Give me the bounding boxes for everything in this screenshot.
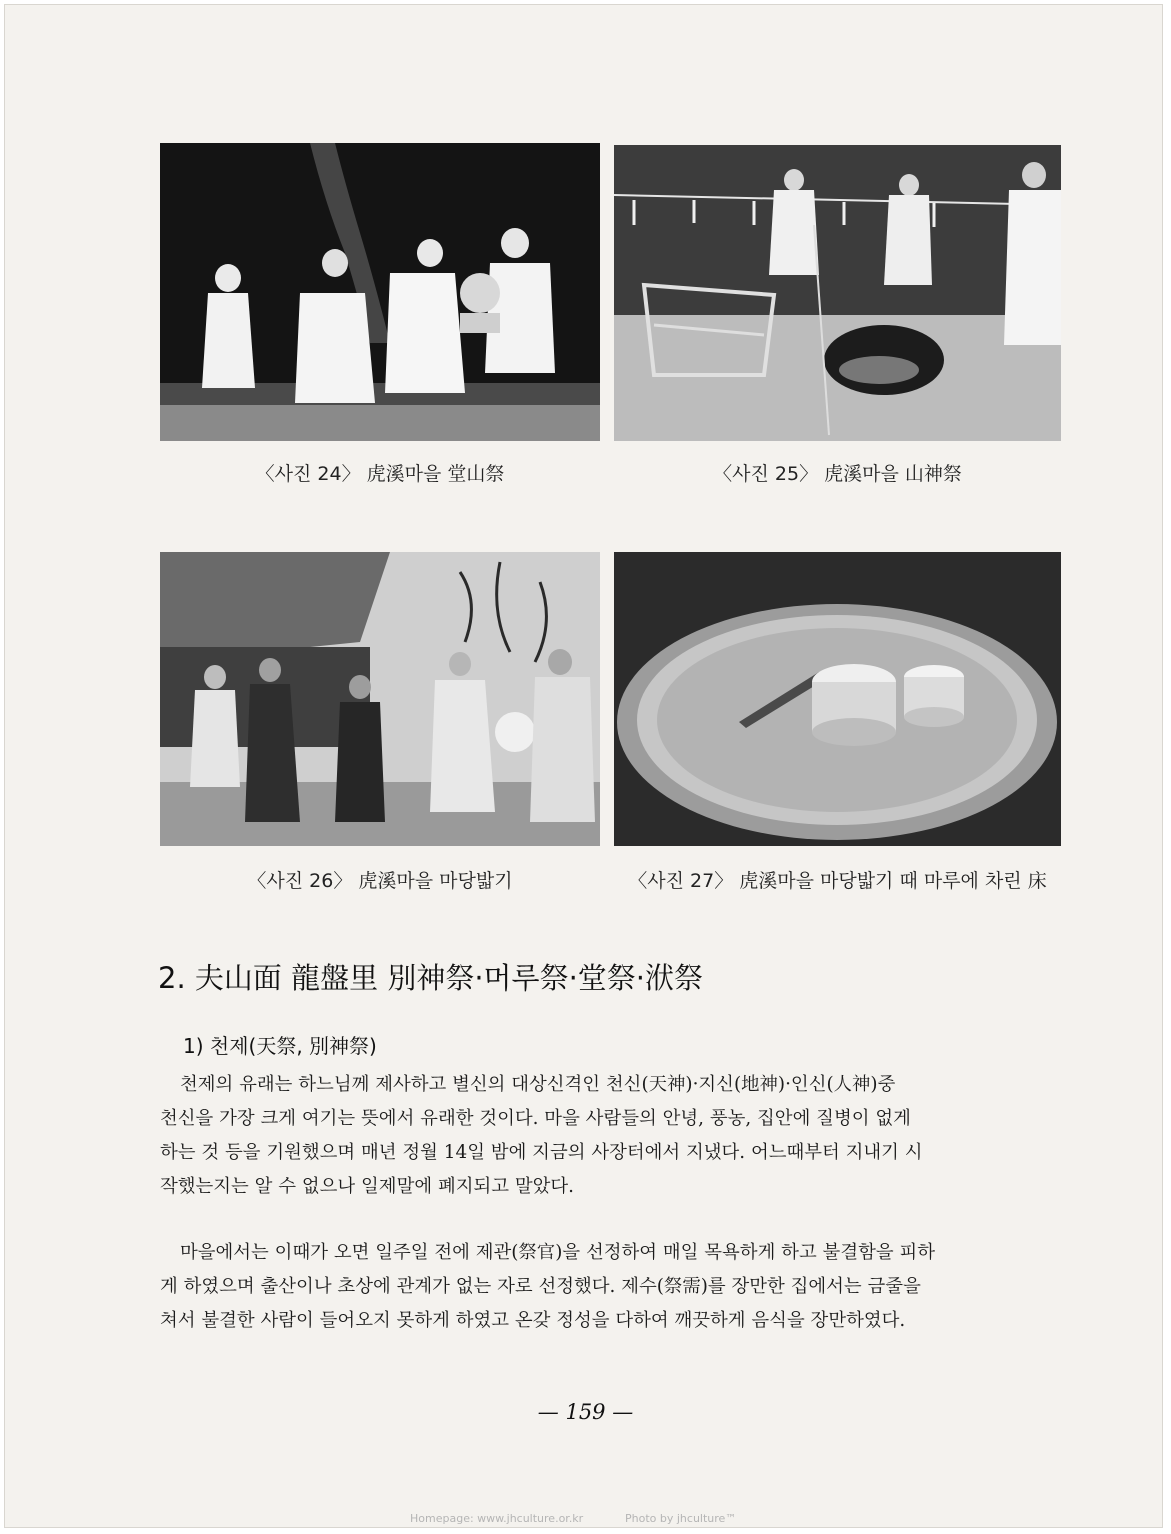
paragraph-line: 천제의 유래는 하느님께 제사하고 별신의 대상신격인 천신(天神)·지신(地神)·인신(人神)중	[180, 1074, 896, 1095]
subsection-title: 1) 천제(天祭, 別神祭)	[183, 1034, 377, 1058]
caption-photo-24: 〈사진 24〉 虎溪마을 堂山祭	[255, 463, 505, 485]
body-paragraph-2	[160, 1236, 1060, 1338]
paragraph-line: 하는 것 등을 기원했으며 매년 정월 14일 밤에 지금의 사장터에서 지냈다. 어느때부터 지내기 시	[160, 1142, 923, 1163]
caption-photo-26: 〈사진 26〉 虎溪마을 마당밟기	[247, 870, 513, 892]
photo-26	[160, 552, 600, 846]
page-number: — 159 —	[537, 1400, 634, 1424]
village-procession-photo-icon	[160, 552, 600, 846]
paragraph-line: 천신을 가장 크게 여기는 뜻에서 유래한 것이다. 마을 사람들의 안녕, 풍농, 집안에 질병이 없게	[160, 1108, 911, 1129]
paragraph-line: 마을에서는 이때가 오면 일주일 전에 제관(祭官)을 선정하여 매일 목욕하게 하고 불결함을 피하	[180, 1242, 935, 1263]
photo-24	[160, 143, 600, 441]
night-ritual-photo-icon	[160, 143, 600, 441]
mountain-ritual-photo-icon	[614, 145, 1061, 441]
paragraph-line: 게 하였으며 출산이나 초상에 관계가 없는 자로 선정했다. 제수(祭需)를 장만한 집에서는 금줄을	[160, 1276, 921, 1297]
body-paragraph-1	[160, 1068, 1060, 1204]
section-title: 2. 夫山面 龍盤里 別神祭·머루祭·堂祭·洑祭	[158, 961, 704, 995]
paragraph-line: 쳐서 불결한 사람이 들어오지 못하게 하였고 온갖 정성을 다하여 깨끗하게 음식을 장만하였다.	[160, 1310, 906, 1331]
offering-tray-photo-icon	[614, 552, 1061, 846]
caption-photo-27: 〈사진 27〉 虎溪마을 마당밟기 때 마루에 차린 床	[628, 870, 1047, 892]
photo-25	[614, 145, 1061, 441]
footer-homepage: Homepage: www.jhculture.or.kr	[410, 1512, 584, 1525]
photo-27	[614, 552, 1061, 846]
paragraph-line: 작했는지는 알 수 없으나 일제말에 폐지되고 말았다.	[160, 1176, 574, 1197]
caption-photo-25: 〈사진 25〉 虎溪마을 山神祭	[713, 463, 962, 485]
footer-photo-credit: Photo by jhculture™	[625, 1512, 737, 1525]
